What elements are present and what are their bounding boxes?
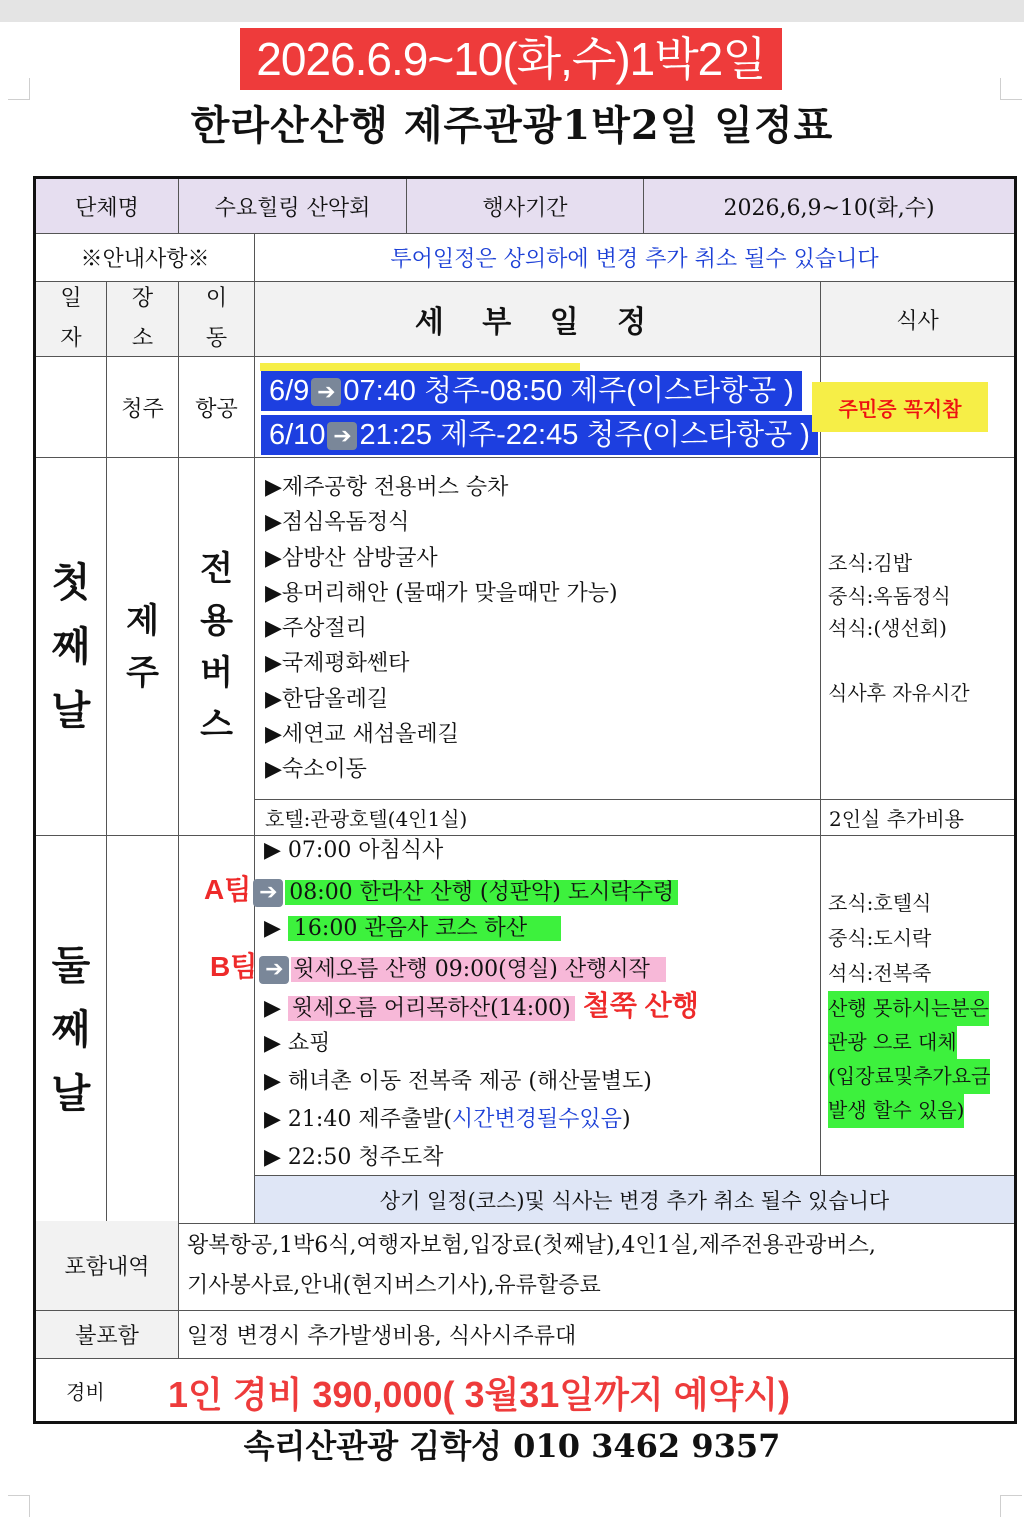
highlight-strip <box>260 363 580 371</box>
return-flight: 6/10 ➔ 21:25 제주-22:45 청주(이스타항공 ) <box>261 415 818 455</box>
alt-note-1: 산행 못하시는분은 <box>828 991 989 1026</box>
list-item: ▶용머리해안 (물때가 맞을때만 가능) <box>265 580 618 606</box>
day1-move: 전 용 버 스 <box>179 458 255 836</box>
list-item: ▶세연교 새섬올레길 <box>265 722 459 748</box>
arrow-right-icon: ➔ <box>259 956 289 984</box>
contact-info: 속리산관광 김학성 010 3462 9357 <box>243 1427 781 1465</box>
list-item: ▶한담올레길 <box>265 686 389 712</box>
day1-place: 제 주 <box>107 458 179 836</box>
day2-meal-lunch: 중식:도시락 <box>828 926 932 950</box>
crop-mark <box>1000 1495 1022 1517</box>
column-detail: 세 부 일 정 <box>255 282 821 357</box>
arrow-right-icon: ➔ <box>311 378 341 406</box>
top-bar <box>0 0 1024 22</box>
notice-label: ※안내사항※ <box>36 234 255 282</box>
outbound-flight: 6/9 ➔ 07:40 청주-08:50 제주(이스타항공 ) <box>261 371 802 411</box>
meal-spacer <box>828 645 970 678</box>
room-note: 2인실 추가비용 <box>821 800 1014 836</box>
flight-place: 청주 <box>107 357 179 458</box>
team-b-down: 윗세오름 어리목하산(14:00) <box>288 996 575 1021</box>
list-item: ▶삼방산 삼방굴사 <box>265 545 438 571</box>
day1-label: 첫 째 날 <box>36 458 107 836</box>
meal-item: 식사후 자유시간 <box>828 681 970 705</box>
day2-meal-breakfast: 조식:호텔식 <box>828 891 932 915</box>
page-title: 한라산산행 제주관광1박2일 일정표 <box>190 102 834 149</box>
team-a-row <box>204 871 678 910</box>
flight-move: 항공 <box>179 357 255 458</box>
group-name-value: 수요힐링 산악회 <box>179 179 407 234</box>
shopping-row: ▶ 쇼핑 <box>264 1031 331 1056</box>
list-item: ▶숙소이동 <box>265 757 367 783</box>
day1-meals <box>828 547 970 710</box>
fee-label: 경비 <box>66 1379 105 1404</box>
list-item: ▶제주공항 전용버스 승차 <box>265 475 509 500</box>
team-b-label: B팀 <box>210 951 258 982</box>
team-b-down-row: ▶ 윗세오름 어리목하산(14:00) 철쭉 산행 <box>264 990 699 1021</box>
alt-note-4: 발생 할수 있음) <box>828 1093 964 1128</box>
depart-row: ▶ 21:40 제주출발(시간변경될수있음) <box>264 1107 631 1132</box>
list-item: ▶국제평화쎈타 <box>265 651 410 677</box>
included-text: 왕복항공,1박6식,여행자보험,입장료(첫째날),4인1실,제주전용관광버스, 기사봉사료,안내(현지버스기사),유류할증료 <box>179 1221 1014 1311</box>
date-banner: 2026.6.9~10(화,수)1박2일 <box>240 28 782 90</box>
flight-day-cell <box>36 357 107 458</box>
day2-label: 둘 째 날 <box>36 836 107 1224</box>
team-a-label: A팀 <box>204 874 252 905</box>
team-b-plan: 윗세오름 산행 09:00(영실) 산행시작 <box>291 957 666 982</box>
day2-footer-note: 상기 일정(코스)및 식사는 변경 추가 취소 될수 있습니다 <box>255 1176 1014 1224</box>
column-move: 이 동 <box>179 282 255 357</box>
team-a-down-row: ▶ 16:00 관음사 코스 하산 <box>264 910 561 949</box>
id-card-note: 주민증 꼭지참 <box>812 382 988 432</box>
fee-text: 1인 경비 390,000( 3월31일까지 예약시) <box>168 1374 790 1415</box>
list-item: ▶주상절리 <box>265 616 367 642</box>
hotel-info: 호텔:관광호텔(4인1실) <box>255 800 821 836</box>
arrive-row: ▶ 22:50 청주도착 <box>264 1145 444 1170</box>
team-b-row <box>210 948 666 987</box>
meal-item: 중식:옥돔정식 <box>828 583 951 608</box>
breakfast-row: ▶ 07:00 아침식사 <box>264 838 444 863</box>
crop-mark <box>8 1495 30 1517</box>
alt-note-3: (입장료및추가요금 <box>828 1059 990 1094</box>
arrow-right-icon: ➔ <box>327 422 357 450</box>
day2-meal-dinner: 석식:전복죽 <box>828 961 932 985</box>
period-label: 행사기간 <box>407 179 644 234</box>
column-meal: 식사 <box>821 282 1014 357</box>
day1-itinerary <box>265 470 618 788</box>
excluded-text: 일정 변경시 추가발생비용, 식사시주류대 <box>179 1311 1014 1359</box>
arrow-right-icon: ➔ <box>253 879 283 907</box>
list-item: ▶점심옥돔정식 <box>265 510 410 536</box>
column-place: 장 소 <box>107 282 179 357</box>
meal-item: 조식:김밥 <box>828 551 913 575</box>
team-a-plan: 08:00 한라산 산행 (성판악) 도시락수령 <box>285 880 678 905</box>
notice-text: 투어일정은 상의하에 변경 추가 취소 될수 있습니다 <box>255 234 1014 282</box>
meal-item: 석식:(생선회) <box>828 616 947 640</box>
haenyeo-row: ▶ 해녀촌 이동 전복죽 제공 (해산물별도) <box>264 1069 652 1094</box>
period-value: 2026,6,9~10(화,수) <box>644 179 1014 234</box>
depart-note: 시간변경될수있음 <box>451 1107 622 1132</box>
column-day: 일 자 <box>36 282 107 357</box>
day2-place-cell <box>107 836 179 1224</box>
group-name-label: 단체명 <box>36 179 179 234</box>
alt-note-2: 관광 으로 대체 <box>828 1025 957 1060</box>
included-label: 포함내역 <box>36 1221 179 1311</box>
azalea-label: 철쭉 산행 <box>582 990 699 1021</box>
team-a-down: 16:00 관음사 코스 하산 <box>288 916 561 941</box>
excluded-label: 불포함 <box>36 1311 179 1359</box>
